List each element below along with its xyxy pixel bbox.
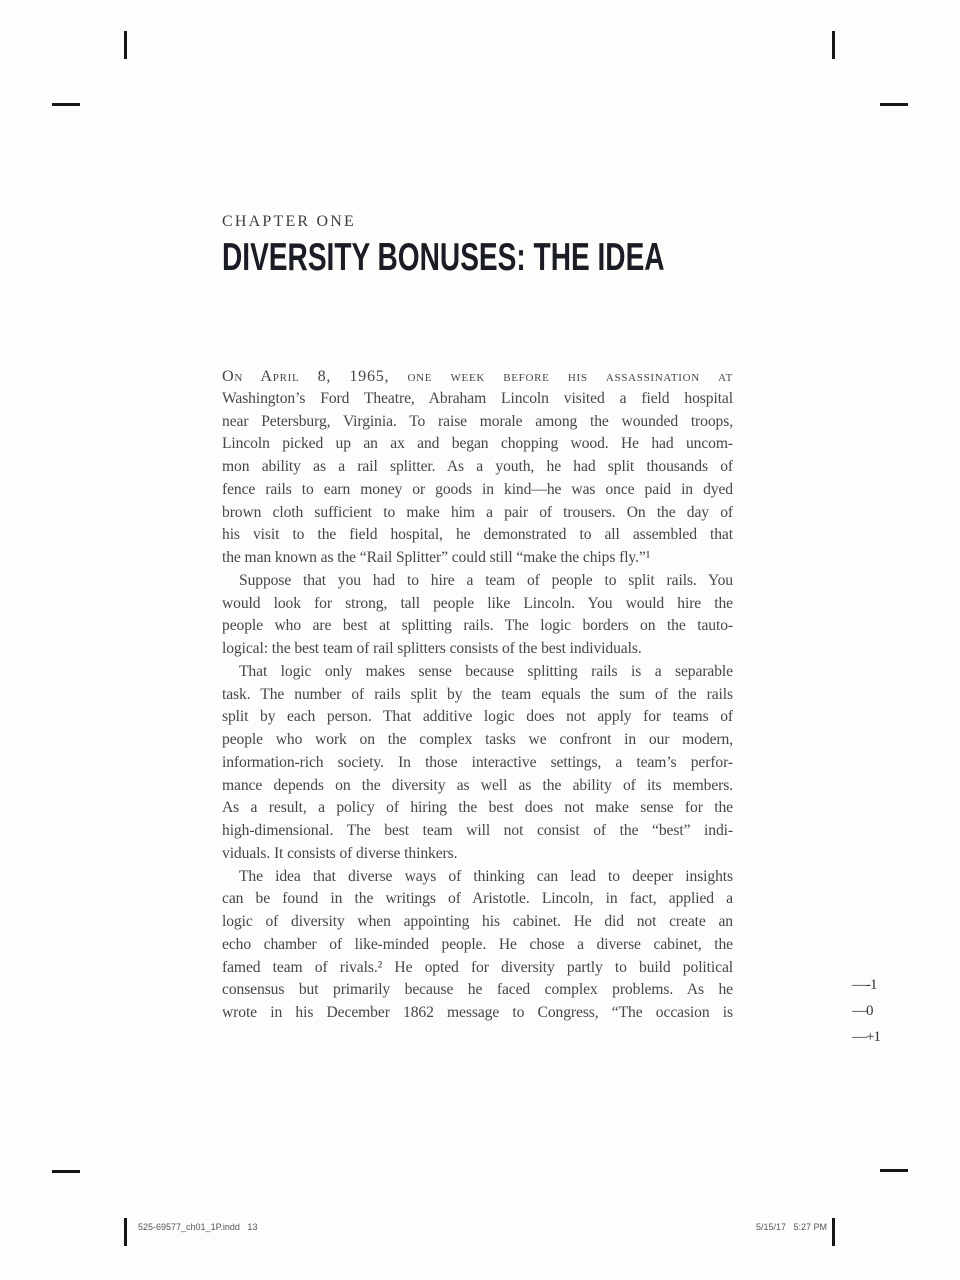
text-line: can be found in the writings of Aristotle. Lincoln, in fact, applied a [222,890,733,908]
text-line: high-dimensional. The best team will not consist of the “best” indi- [222,822,733,839]
text-line: fence rails to earn money or goods in kind—he was once paid in dyed [222,480,733,498]
text-line: That logic only makes sense because splitting rails is a separable [239,662,733,680]
crop-mark-bottom-right-vertical [832,1218,835,1246]
text-line: his visit to the field hospital, he demonstrated to all assembled that [222,526,733,544]
body-text [222,365,733,1025]
text-line: the man known as the “Rail Splitter” could still “make the chips fly.”¹ [222,549,651,566]
margin-mark: —0 [852,1003,873,1019]
text-line: split by each person. That additive logic does not apply for teams of [222,708,733,726]
text-line: As a result, a policy of hiring the best does not make sense for the [222,799,733,817]
chapter-title: DIVERSITY BONUSES: THE IDEA [222,236,665,279]
margin-mark: —+1 [852,1029,880,1045]
text-line: near Petersburg, Virginia. To raise morale among the wounded troops, [222,412,733,430]
chapter-label: CHAPTER ONE [222,213,356,230]
footer-file-slug: 525-69577_ch01_1P.indd 13 [138,1222,258,1232]
text-line: information-rich society. In those interactive settings, a team’s perfor- [222,753,733,771]
text-line: echo chamber of like-minded people. He chose a diverse cabinet, the [222,935,733,953]
text-line: would look for strong, tall people like Lincoln. You would hire the [222,594,733,612]
crop-mark-top-left-vertical [124,31,127,59]
text-line: mon ability as a rail splitter. As a youth, he had split thousands of [222,458,733,475]
text-line: logic of diversity when appointing his cabinet. He did not create an [222,913,733,930]
crop-mark-bottom-left-vertical [124,1218,127,1246]
text-line: Suppose that you had to hire a team of people to split rails. You [239,571,733,589]
footer-timestamp: 5/15/17 5:27 PM [755,1222,827,1232]
text-line: wrote in his December 1862 message to Congress, “The occasion is [222,1004,733,1021]
text-line: task. The number of rails split by the team equals the sum of the rails [222,685,733,703]
text-line: people who work on the complex tasks we confront in our modern, [222,731,733,748]
text-line: logical: the best team of rail splitters consists of the best individuals. [222,640,642,657]
text-line: people who are best at splitting rails. The logic borders on the tauto- [222,617,733,635]
crop-mark-top-left-horizontal [52,103,80,106]
crop-mark-bottom-left-horizontal [52,1170,80,1173]
crop-mark-top-right-horizontal [880,103,908,106]
text-line: The idea that diverse ways of thinking can lead to deeper insights [239,867,733,885]
text-line: Washington’s Ford Theatre, Abraham Lincoln visited a field hospital [222,389,733,407]
text-line: viduals. It consists of diverse thinkers. [222,844,458,862]
text-line: On April 8, 1965, one week before his assassination at [222,367,733,385]
text-line: consensus but primarily because he faced complex problems. As he [222,981,733,999]
text-line: Lincoln picked up an ax and began chopping wood. He had uncom- [222,435,733,453]
margin-marks [852,972,880,1050]
margin-mark: —-1 [852,977,877,993]
text-line: brown cloth sufficient to make him a pair of trousers. On the day of [222,503,733,521]
crop-mark-bottom-right-horizontal [880,1169,908,1172]
text-line: mance depends on the diversity as well as the ability of its members. [222,776,733,794]
crop-mark-top-right-vertical [832,31,835,59]
text-line: famed team of rivals.² He opted for diversity partly to build political [222,958,733,976]
